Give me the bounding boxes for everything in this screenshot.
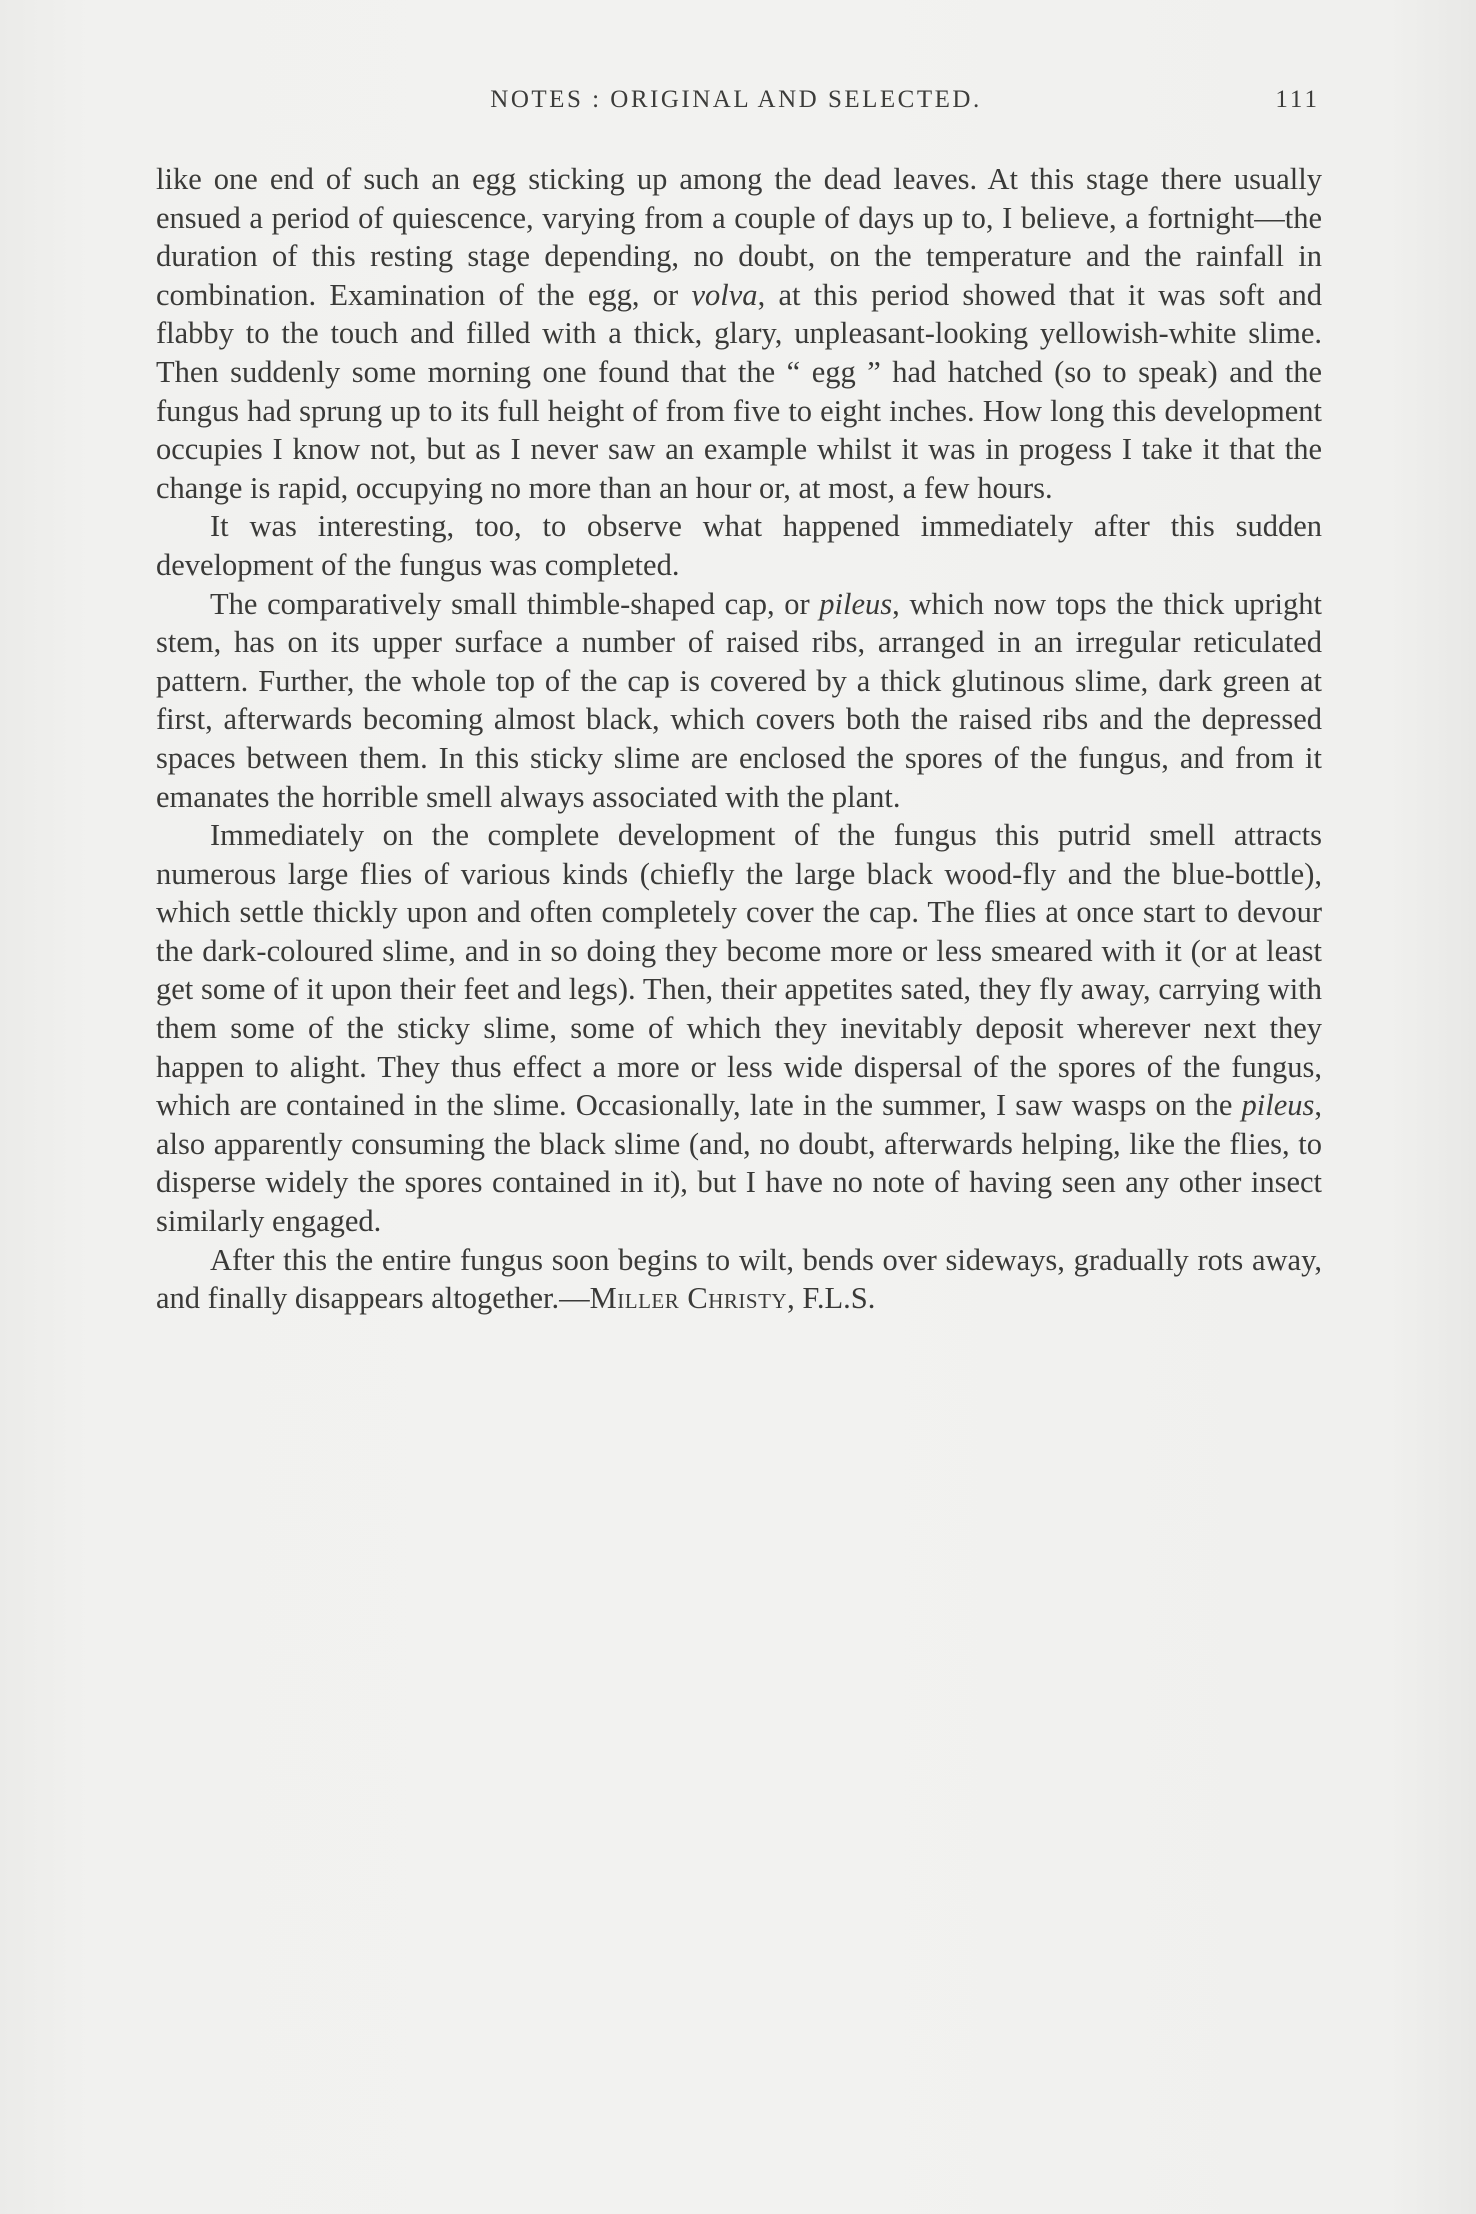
paragraph-volva [156,160,1322,507]
italic-term-pileus: pileus [819,586,893,621]
text-run: Immediately on the complete development of the fungus this putrid smell attracts numerous large flies of various kinds (chiefly the large black wood-fly and the blue-bottle), which settle thickly upon and often completely cover the cap. The flies at once start to devour the dark-coloured slime, and in so doing they become more or less smeared with it (or at least get some of it upon their feet and legs). Then, their appetites sated, they fly away, carrying with them some of the sticky slime, some of which they inevitably deposit wherever next they happen to alight. They thus effect a more or less wide dispersal of the spores of the fungus, which are contained in the slime. Occasionally, late in the summer, I saw wasps on the [156,818,1322,1123]
paragraph-cap [156,585,1322,817]
text-run: After this the entire fungus soon begins to wilt, bends over sideways, gradually rots away, and finally disappears altogether.— [156,1242,1322,1316]
running-head [152,86,1320,126]
page-number: 111 [1275,86,1320,113]
italic-term-pileus: pileus [1241,1088,1315,1123]
italic-term-volva: volva [691,277,758,312]
text-run: , also apparently consuming the black slime (and, no doubt, afterwards helping, like the flies, to disperse widely the spores contained in it), but I have no note of having seen any other insect similarly engaged. [156,1088,1322,1239]
paragraph-observation: It was interesting, too, to observe what happened immediately after this sudden development of the fungus was completed. [156,509,1322,582]
paragraph-flies [156,816,1322,1241]
author-name: Miller Christy [589,1281,788,1316]
author-credentials: , F.L.S. [787,1281,876,1316]
running-title: NOTES : ORIGINAL AND SELECTED. [490,86,982,113]
text-run: , at this period showed that it was soft and flabby to the touch and filled with a thick, glary, unpleasant-looking yellowish-white slime. Then suddenly some morning one found that the “ egg ” had hatched (so to speak) and the fungus had sprung up to its full height of from five to eight inches. How long this development occupies I know not, but as I never saw an example whilst it was in progess I take it that the change is rapid, occupying no more than an hour or, at most, a few hours. [156,277,1322,505]
text-run: , which now tops the thick upright stem, has on its upper surface a number of raised ribs, arranged in an irregular reticulated pattern. Further, the whole top of the cap is covered by a thick glutinous slime, dark green at first, afterwards becoming almost black, which covers both the raised ribs and the depressed spaces between them. In this sticky slime are enclosed the spores of the fungus, and from it emanates the horrible smell always associated with the plant. [156,586,1322,814]
paragraph-conclusion [156,1241,1322,1318]
text-run: like one end of such an egg sticking up among the dead leaves. At this stage there usually ensued a period of quiescence, varying from a couple of days up to, I believe, a fortnight—the duration of this resting stage depending, no doubt, on the temperature and the rainfall in combination. Examination of the egg, or [156,162,1322,312]
body-text [156,160,1322,1318]
text-run: The comparatively small thimble-shaped cap, or [210,586,820,621]
